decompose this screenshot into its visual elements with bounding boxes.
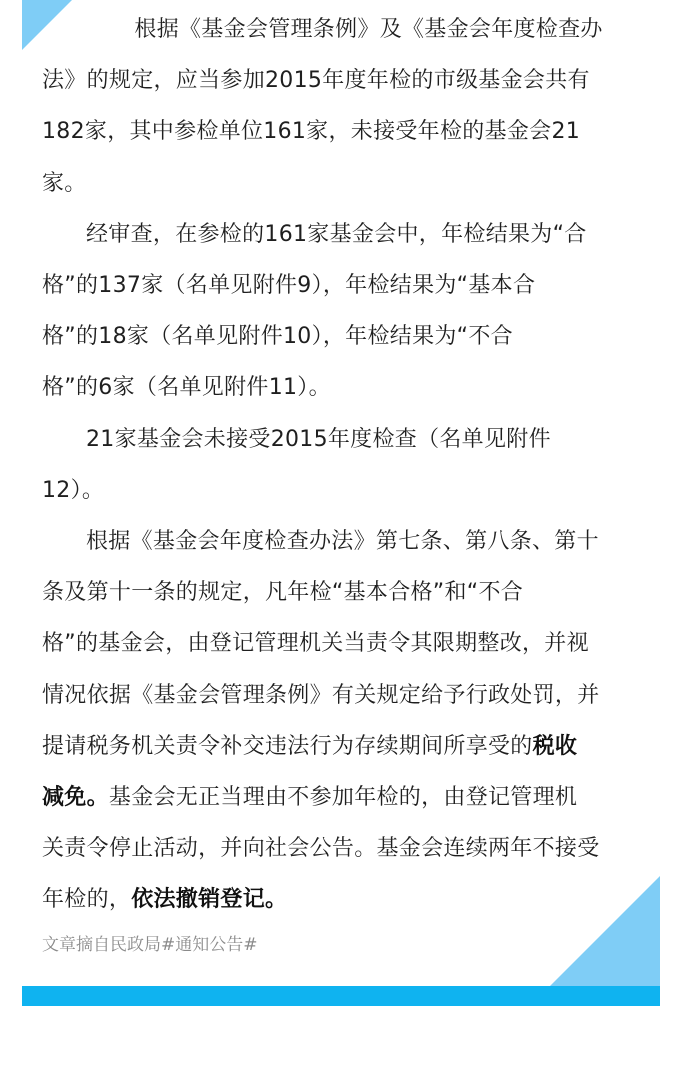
paragraph-4-text-b: 基金会无正当理由不参加年检的，由登记管理机 关责令停止活动，并向社会公告。基金会连续两年不接受 年检的， <box>42 785 600 913</box>
paragraph-2: 经审查，在参检的161家基金会中，年检结果为“合 格”的137家（名单见附件9），年检结果为“基本合 格”的18家（名单见附件10），年检结果为“不合 格”的6家（名单见附件11）。 <box>42 221 587 401</box>
paragraph-1: 根据《基金会管理条例》及《基金会年度检查办 法》的规定，应当参加2015年度年检的市级基金会共有 182家，其中参检单位161家，未接受年检的基金会21 家。 <box>42 17 603 196</box>
tax-exemption-emphasis: 税收 减免。 <box>42 733 578 811</box>
source-note: 文章摘自民政局#通知公告# <box>42 935 258 955</box>
bottom-right-corner-decoration <box>550 876 660 986</box>
article-card <box>22 0 660 1006</box>
paragraph-4 <box>42 516 646 926</box>
paragraph-4-text-a: 根据《基金会年度检查办法》第七条、第八条、第十 条及第十一条的规定，凡年检“基本合格”和“不合 格”的基金会，由登记管理机关当责令其限期整改，并视 情况依据《基金会管理条例》有关规定给予行政处罚，并 提请税务机关责令补交违法行为存续期间所享受的 <box>42 529 600 759</box>
revoke-registration-emphasis: 依法撤销登记。 <box>131 887 288 913</box>
article-body <box>42 4 646 926</box>
paragraph-3: 21家基金会未接受2015年度检查（名单见附件 12）。 <box>42 426 551 503</box>
bottom-accent-bar <box>22 986 660 1006</box>
